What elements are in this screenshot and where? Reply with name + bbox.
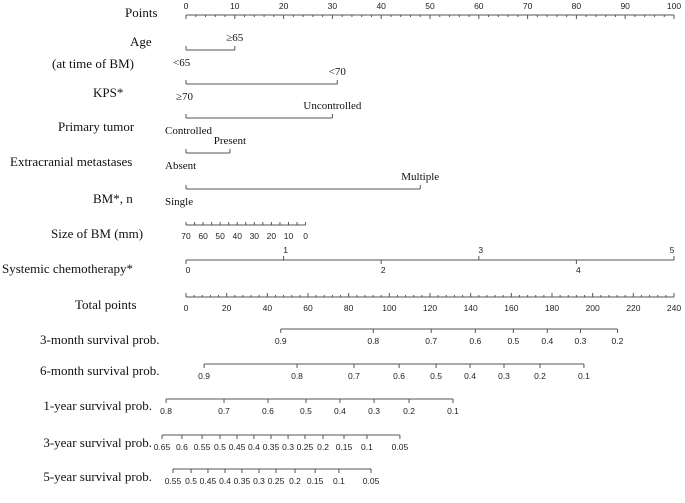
predictor-label: Age xyxy=(130,34,152,49)
survival-tick-label: 0.45 xyxy=(228,442,246,452)
total-points-tick-label: 180 xyxy=(544,303,560,313)
survival-tick-label: 0.3 xyxy=(253,476,265,486)
survival-tick-label: 0.6 xyxy=(176,442,188,452)
chemo-tick-label: 2 xyxy=(380,265,386,275)
total-points-tick-label: 220 xyxy=(626,303,641,313)
size-tick-label: 40 xyxy=(232,231,242,241)
survival-axis-label: 5-year survival prob. xyxy=(43,469,152,484)
level-label: ≥70 xyxy=(176,91,194,103)
survival-tick-label: 0.25 xyxy=(296,442,314,452)
survival-tick-label: 0.55 xyxy=(164,476,182,486)
survival-tick-label: 0.25 xyxy=(267,476,285,486)
level-label: Present xyxy=(213,135,247,147)
survival-tick-label: 0.15 xyxy=(306,476,324,486)
survival-tick-label: 0.7 xyxy=(425,336,438,346)
points-label: Points xyxy=(125,5,158,20)
total-points-label: Total points xyxy=(75,297,137,312)
predictor-label-line2: (at time of BM) xyxy=(52,56,134,71)
survival-tick-label: 0.2 xyxy=(534,371,546,381)
points-tick-label: 90 xyxy=(620,1,630,11)
survival-axis-label: 6-month survival prob. xyxy=(40,363,160,378)
points-tick-label: 80 xyxy=(571,1,582,11)
survival-axis-label: 1-year survival prob. xyxy=(43,398,152,413)
survival-tick-label: 0.4 xyxy=(219,476,231,486)
chemo-tick-label: 5 xyxy=(669,245,675,255)
size-tick-label: 70 xyxy=(181,231,191,241)
chemo-tick-label: 4 xyxy=(576,265,581,275)
chemo-tick-label: 3 xyxy=(478,245,484,255)
survival-tick-label: 0.3 xyxy=(498,371,510,381)
level-label: Single xyxy=(165,196,194,208)
level-label: Uncontrolled xyxy=(303,100,362,112)
survival-tick-label: 0.7 xyxy=(348,371,360,381)
survival-tick-label: 0.2 xyxy=(317,442,329,452)
total-points-tick-label: 60 xyxy=(303,303,313,313)
survival-tick-label: 0.5 xyxy=(300,406,312,416)
survival-tick-label: 0.45 xyxy=(199,476,217,486)
survival-tick-label: 0.8 xyxy=(291,371,303,381)
survival-tick-label: 0.5 xyxy=(185,476,197,486)
survival-tick-label: 0.2 xyxy=(403,406,415,416)
points-tick-label: 70 xyxy=(522,1,533,11)
survival-tick-label: 0.8 xyxy=(367,336,380,346)
survival-tick-label: 0.4 xyxy=(541,336,554,346)
chemo-tick-label: 1 xyxy=(283,245,288,255)
points-tick-label: 60 xyxy=(474,1,484,11)
survival-tick-label: 0.2 xyxy=(611,336,624,346)
total-points-tick-label: 20 xyxy=(221,303,232,313)
level-label: Multiple xyxy=(401,171,440,183)
survival-tick-label: 0.6 xyxy=(262,406,274,416)
survival-tick-label: 0.2 xyxy=(289,476,301,486)
total-points-tick-label: 240 xyxy=(666,303,682,313)
survival-tick-label: 0.3 xyxy=(282,442,294,452)
survival-tick-label: 0.05 xyxy=(391,442,409,452)
size-tick-label: 0 xyxy=(303,231,308,241)
survival-tick-label: 0.1 xyxy=(447,406,459,416)
level-label: <65 xyxy=(173,57,191,69)
survival-tick-label: 0.4 xyxy=(247,442,260,452)
total-points-tick-label: 80 xyxy=(343,303,354,313)
level-label: Controlled xyxy=(165,125,213,137)
predictor-label: Primary tumor xyxy=(58,119,135,134)
survival-tick-label: 0.35 xyxy=(262,442,280,452)
survival-tick-label: 0.9 xyxy=(274,336,287,346)
total-points-tick-label: 160 xyxy=(504,303,519,313)
survival-tick-label: 0.6 xyxy=(469,336,482,346)
level-label: ≥65 xyxy=(226,32,244,44)
survival-tick-label: 0.5 xyxy=(430,371,443,381)
survival-tick-label: 0.7 xyxy=(218,406,230,416)
total-points-tick-label: 100 xyxy=(382,303,397,313)
points-tick-label: 10 xyxy=(230,1,240,11)
survival-tick-label: 0.8 xyxy=(160,406,172,416)
size-tick-label: 20 xyxy=(266,231,277,241)
size-tick-label: 10 xyxy=(283,231,294,241)
predictor-label: Extracranial metastases xyxy=(10,154,133,169)
points-tick-label: 50 xyxy=(425,1,435,11)
survival-tick-label: 0.65 xyxy=(153,442,171,452)
survival-tick-label: 0.9 xyxy=(198,371,211,381)
survival-axis-label: 3-year survival prob. xyxy=(43,435,152,450)
size-tick-label: 30 xyxy=(249,231,260,241)
points-tick-label: 0 xyxy=(183,1,189,11)
points-tick-label: 20 xyxy=(278,1,289,11)
survival-tick-label: 0.55 xyxy=(193,442,211,452)
level-label: Absent xyxy=(165,160,197,172)
points-tick-label: 100 xyxy=(666,1,682,11)
survival-tick-label: 0.1 xyxy=(332,476,345,486)
total-points-tick-label: 40 xyxy=(262,303,273,313)
predictor-label: BM*, n xyxy=(93,191,133,206)
survival-tick-label: 0.05 xyxy=(362,476,380,486)
survival-tick-label: 0.3 xyxy=(574,336,587,346)
level-label: <70 xyxy=(328,66,346,78)
survival-tick-label: 0.3 xyxy=(368,406,380,416)
total-points-tick-label: 140 xyxy=(463,303,478,313)
predictor-label: Systemic chemotherapy* xyxy=(2,261,134,276)
predictor-label: Size of BM (mm) xyxy=(51,226,144,241)
total-points-tick-label: 200 xyxy=(585,303,600,313)
size-tick-label: 60 xyxy=(198,231,208,241)
survival-tick-label: 0.1 xyxy=(578,371,590,381)
total-points-tick-label: 120 xyxy=(422,303,438,313)
survival-tick-label: 0.4 xyxy=(334,406,346,416)
predictor-label: KPS* xyxy=(93,85,124,100)
survival-tick-label: 0.35 xyxy=(233,476,251,486)
chemo-tick-label: 0 xyxy=(185,265,191,275)
points-tick-label: 40 xyxy=(376,1,386,11)
survival-tick-label: 0.5 xyxy=(507,336,520,346)
survival-tick-label: 0.15 xyxy=(335,442,353,452)
size-tick-label: 50 xyxy=(215,231,225,241)
survival-tick-label: 0.6 xyxy=(393,371,406,381)
survival-axis-label: 3-month survival prob. xyxy=(40,332,160,347)
survival-tick-label: 0.1 xyxy=(361,442,373,452)
points-tick-label: 30 xyxy=(327,1,338,11)
survival-tick-label: 0.4 xyxy=(464,371,476,381)
total-points-tick-label: 0 xyxy=(183,303,189,313)
survival-tick-label: 0.5 xyxy=(214,442,226,452)
